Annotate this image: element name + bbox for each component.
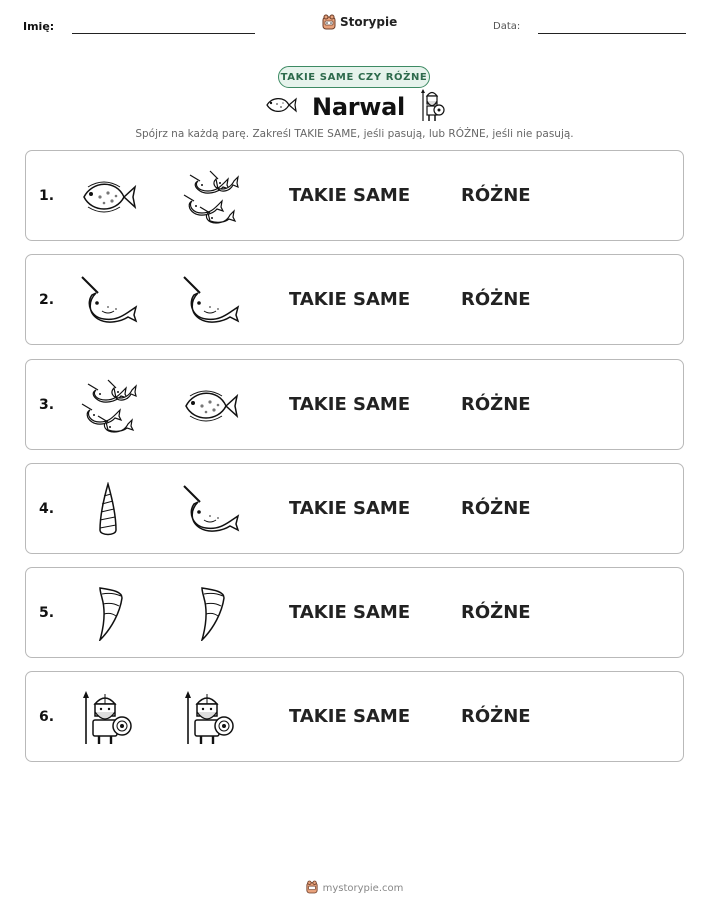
viking-icon [419, 88, 445, 126]
tusk-icon [78, 482, 138, 537]
viking-icon [78, 690, 138, 745]
question-number: 2. [39, 291, 55, 308]
option-same[interactable]: TAKIE SAME [289, 394, 411, 415]
question-row [25, 463, 684, 554]
question-row [25, 567, 684, 658]
flounder-icon [180, 378, 240, 433]
viking-icon [180, 690, 240, 745]
title-row [0, 88, 709, 126]
footer [0, 880, 709, 897]
question-number: 5. [39, 604, 55, 621]
narwhal-group-icon [78, 378, 138, 433]
question-row [25, 671, 684, 762]
name-label: Imię: [23, 20, 55, 33]
name-line[interactable] [72, 33, 255, 34]
option-same[interactable]: TAKIE SAME [289, 498, 411, 519]
option-different[interactable]: RÓŻNE [461, 498, 531, 519]
option-different[interactable]: RÓŻNE [461, 602, 531, 623]
question-row [25, 359, 684, 450]
narwhal-icon [78, 273, 138, 328]
footer-url: mystorypie.com [322, 883, 404, 894]
question-number: 4. [39, 500, 55, 517]
question-row [25, 150, 684, 241]
date-label: Data: [493, 21, 521, 32]
narwhal-icon [180, 482, 240, 537]
brand-logo [322, 14, 397, 30]
narwhal-group-icon [180, 169, 240, 224]
option-different[interactable]: RÓŻNE [461, 289, 531, 310]
instructions: Spójrz na każdą parę. Zakreśl TAKIE SAME, jeśli pasują, lub RÓŻNE, jeśli nie pasują. [135, 128, 574, 140]
flounder-icon [78, 169, 138, 224]
narwhal-icon [180, 273, 240, 328]
question-number: 1. [39, 187, 55, 204]
option-same[interactable]: TAKIE SAME [289, 289, 411, 310]
option-different[interactable]: RÓŻNE [461, 706, 531, 727]
option-different[interactable]: RÓŻNE [461, 394, 531, 415]
storypie-logo-icon [306, 880, 318, 897]
option-same[interactable]: TAKIE SAME [289, 706, 411, 727]
date-line[interactable] [538, 33, 686, 34]
option-same[interactable]: TAKIE SAME [289, 602, 411, 623]
option-different[interactable]: RÓŻNE [461, 185, 531, 206]
question-number: 6. [39, 708, 55, 725]
worksheet-type-badge: TAKIE SAME CZY RÓŻNE [278, 66, 430, 88]
brand-name: Storypie [340, 15, 398, 29]
option-same[interactable]: TAKIE SAME [289, 185, 411, 206]
horn-icon [180, 586, 240, 641]
question-number: 3. [39, 396, 55, 413]
page-title: Narwal [312, 93, 405, 121]
storypie-logo-icon [322, 14, 336, 30]
flounder-icon [264, 95, 298, 119]
question-row [25, 254, 684, 345]
horn-icon [78, 586, 138, 641]
